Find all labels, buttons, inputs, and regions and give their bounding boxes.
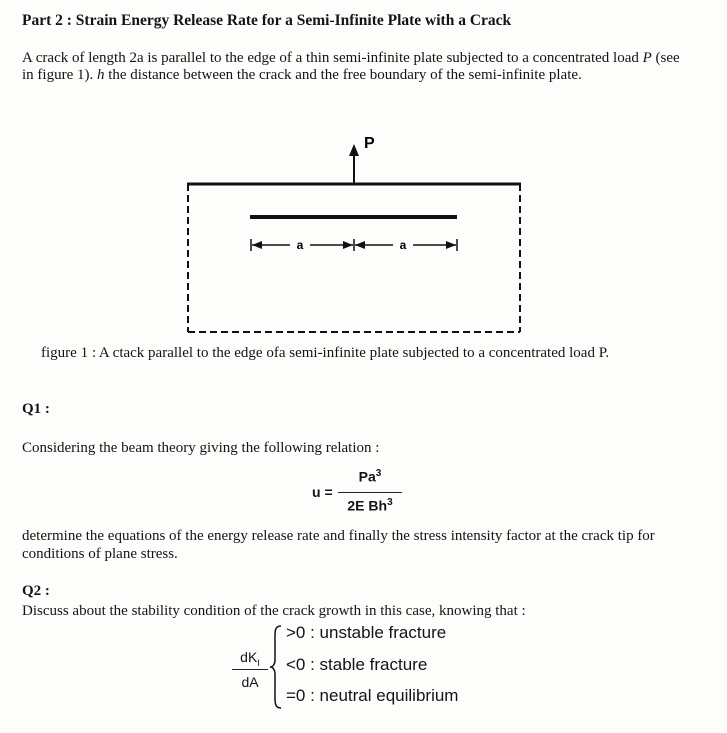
dim-label-right: a	[399, 238, 407, 252]
condition-stable: <0 : stable fracture	[286, 655, 428, 674]
derivative-numerator	[232, 649, 268, 668]
intro-text-1: A crack of length 2a is parallel to the edge of a thin semi-infinite plate subjected to a concentrated load	[22, 50, 643, 66]
figure-caption: figure 1 : A ctack parallel to the edge ofa semi-infinite plate subjected to a concentrated load P.	[41, 345, 610, 361]
intro-text-3: the distance between the crack and the free boundary of the semi-infinite plate.	[104, 67, 582, 83]
dim-label-left: a	[296, 238, 304, 252]
dim-arrow-icon	[355, 241, 365, 249]
derivative-subscript: I	[257, 657, 260, 668]
intro-load-symbol: P	[642, 50, 652, 66]
condition-unstable: >0 : unstable fracture	[286, 623, 447, 642]
q2-prompt: Discuss about the stability condition of the crack growth in this case, knowing that :	[22, 603, 526, 619]
left-brace-icon	[268, 624, 284, 710]
q1-task: determine the equations of the energy release rate and finally the stress intensity factor at the crack tip for conditions of plane stress.	[22, 528, 655, 562]
condition-neutral: =0 : neutral equilibrium	[286, 686, 459, 705]
q1-prompt: Considering the beam theory giving the following relation :	[22, 440, 380, 456]
load-arrow-icon	[349, 144, 359, 156]
dim-arrow-icon	[343, 241, 353, 249]
dim-arrow-icon	[446, 241, 456, 249]
intro-distance-symbol: h	[96, 67, 105, 83]
figure-1	[0, 0, 727, 345]
q2-heading: Q2 :	[22, 583, 50, 599]
equation-denominator	[338, 497, 402, 514]
equation-numerator-exponent: 3	[375, 468, 382, 479]
equation-denominator-exponent: 3	[387, 497, 393, 508]
crack-dimension	[251, 239, 457, 251]
derivative-denominator: dA	[241, 674, 259, 690]
equation-denominator-base: 2E Bh	[347, 497, 388, 514]
equation-lhs: u =	[312, 484, 333, 500]
equation-numerator	[338, 468, 402, 485]
derivative-fraction-bar	[232, 669, 268, 670]
equation-fraction-bar	[338, 492, 402, 493]
page-title: Part 2 : Strain Energy Release Rate for a Semi-Infinite Plate with a Crack	[22, 12, 512, 29]
derivative-numerator-base: dK	[240, 649, 258, 665]
equation-numerator-base: Pa	[358, 468, 376, 485]
dim-arrow-icon	[252, 241, 262, 249]
q1-heading: Q1 :	[22, 401, 50, 417]
load-label: P	[364, 135, 375, 152]
intro-text-2: (see in figure 1).	[22, 50, 680, 83]
